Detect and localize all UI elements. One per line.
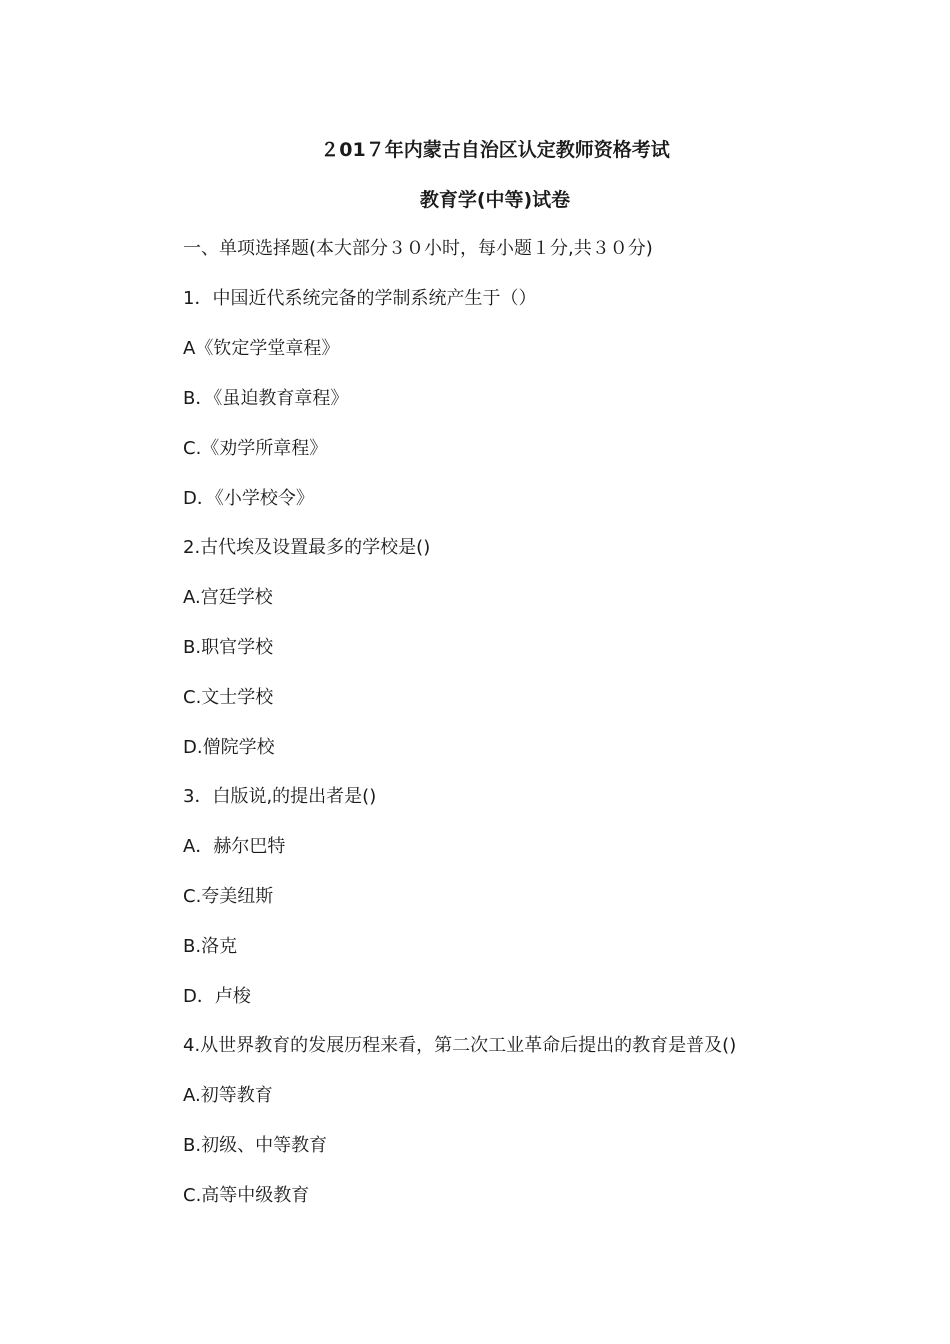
option-line: C.高等中级教育 xyxy=(183,1185,310,1206)
option-line: B.初级、中等教育 xyxy=(183,1135,328,1156)
question-4: 4.从世界教育的发展历程来看，第二次工业革命后提出的教育是普及() xyxy=(183,1035,737,1056)
question-1: 1．中国近代系统完备的学制系统产生于（） xyxy=(183,288,537,309)
option-line: B.洛克 xyxy=(183,936,238,957)
option-line: C.夸美纽斯 xyxy=(183,886,274,907)
option-line: C.《劝学所章程》 xyxy=(183,438,328,459)
document-title: ２01７年内蒙古自治区认定教师资格考试 xyxy=(320,139,670,161)
option-line: C.文士学校 xyxy=(183,687,274,708)
option-line: B．《虽迫教育章程》 xyxy=(183,388,349,409)
option-line: D．卢梭 xyxy=(183,986,251,1007)
option-line: A《钦定学堂章程》 xyxy=(183,338,340,359)
section-heading: 一、单项选择题(本大部分３０小时，每小题１分,共３０分) xyxy=(183,238,653,259)
option-line: D.僧院学校 xyxy=(183,737,275,758)
option-line: B.职官学校 xyxy=(183,637,274,658)
question-3: 3．白版说,的提出者是() xyxy=(183,786,377,807)
question-2: 2.古代埃及设置最多的学校是() xyxy=(183,537,431,558)
option-line: A．赫尔巴特 xyxy=(183,836,286,857)
option-line: A.宫廷学校 xyxy=(183,587,273,608)
option-line: A.初等教育 xyxy=(183,1085,273,1106)
document-subtitle: 教育学(中等)试卷 xyxy=(419,189,571,211)
option-line: D．《小学校令》 xyxy=(183,488,314,509)
